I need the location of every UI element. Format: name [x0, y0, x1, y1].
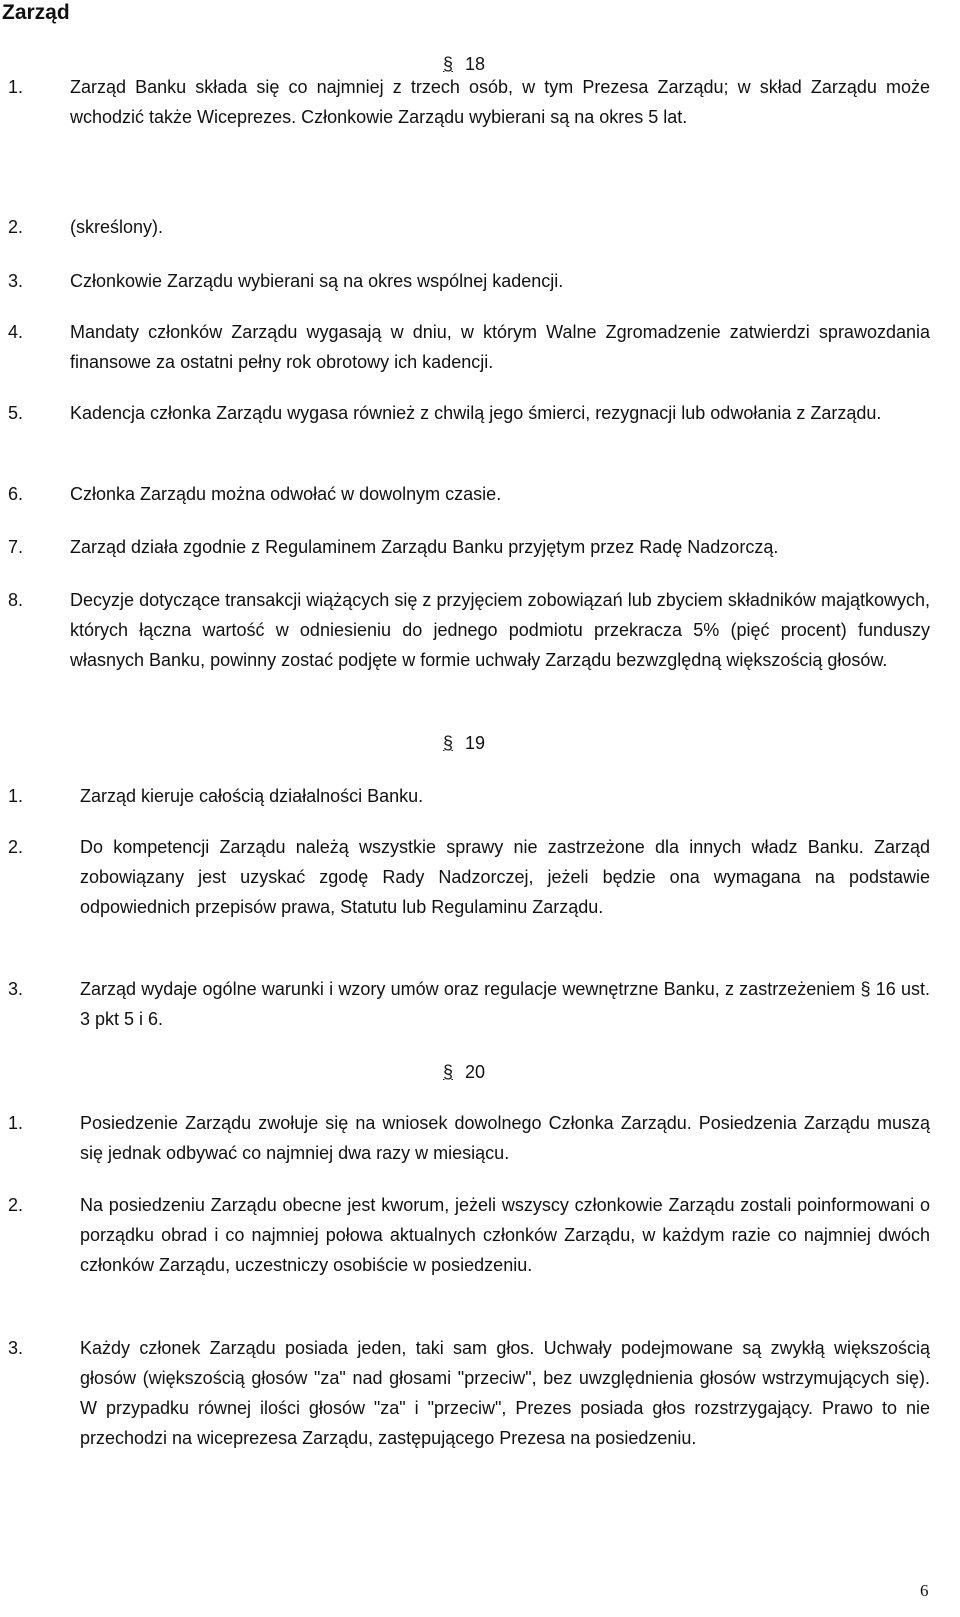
item-text: Mandaty członków Zarządu wygasają w dniu, w którym Walne Zgromadzenie zatwierdzi sprawozdania finansowe za ostatni pełny rok obrotowy ich kadencji.: [70, 322, 930, 372]
item-number: 6.: [8, 484, 24, 504]
section-sign-icon: §: [443, 733, 454, 753]
section-20-item-2: [8, 1190, 930, 1280]
section-19-item-2: [8, 832, 930, 922]
section-19-item-3: [8, 974, 930, 1034]
section-18-item-6: [8, 479, 930, 509]
item-text: Zarząd Banku składa się co najmniej z trzech osób, w tym Prezesa Zarządu; w skład Zarządu może wchodzić także Wiceprezes. Członkowie Zarządu wybierani są na okres 5 lat.: [70, 77, 930, 127]
item-text: Członkowie Zarządu wybierani są na okres wspólnej kadencji.: [70, 271, 564, 291]
item-number: 5.: [8, 403, 24, 423]
page-heading: Zarząd: [2, 1, 70, 24]
section-18-item-5: [8, 398, 930, 428]
item-number: 3.: [8, 1338, 24, 1358]
item-text: Decyzje dotyczące transakcji wiążących się z przyjęciem zobowiązań lub zbyciem składników majątkowych, których łączna wartość w odniesieniu do jednego podmiotu przekracza 5% (pięć procent) funduszy własnych Banku, powinny zostać podjęte w formie uchwały Zarządu bezwzględną większością głosów.: [70, 590, 930, 670]
section-18-item-1: [8, 72, 930, 132]
section-number: 18: [465, 54, 486, 74]
item-text: Członka Zarządu można odwołać w dowolnym czasie.: [70, 484, 502, 504]
section-20-item-1: [8, 1108, 930, 1168]
section-sign-icon: §: [443, 1062, 454, 1082]
item-text: Do kompetencji Zarządu należą wszystkie sprawy nie zastrzeżone dla innych władz Banku. Zarząd zobowiązany jest uzyskać zgodę Rady Nadzorczej, jeżeli będzie ona wymagana na podstawie odpowiednich przepisów prawa, Statutu lub Regulaminu Zarządu.: [80, 837, 930, 917]
item-text: Zarząd działa zgodnie z Regulaminem Zarządu Banku przyjętym przez Radę Nadzorczą.: [70, 537, 779, 557]
section-18-item-4: [8, 317, 930, 377]
section-20-item-3: [8, 1333, 930, 1453]
item-number: 2.: [8, 1195, 24, 1215]
section-19-mark: [443, 731, 485, 755]
item-number: 1.: [8, 786, 24, 806]
item-text: Zarząd kieruje całością działalności Banku.: [80, 786, 424, 806]
item-text: Zarząd wydaje ogólne warunki i wzory umów oraz regulacje wewnętrzne Banku, z zastrzeżeniem § 16 ust. 3 pkt 5 i 6.: [80, 979, 930, 1029]
item-number: 2.: [8, 837, 24, 857]
item-number: 4.: [8, 322, 24, 342]
item-number: 1.: [8, 1113, 24, 1133]
section-18-item-2: [8, 212, 930, 242]
section-18-item-3: [8, 266, 930, 296]
item-text: Kadencja członka Zarządu wygasa również z chwilą jego śmierci, rezygnacji lub odwołania z Zarządu.: [70, 403, 882, 423]
item-text: Każdy członek Zarządu posiada jeden, taki sam głos. Uchwały podejmowane są zwykłą większością głosów (większością głosów "za" nad głosami "przeciw", bez uwzględnienia głosów wstrzymujących się). W przypadku równej ilości głosów "za" i "przeciw", Prezes posiada głos rozstrzygający. Prawo to nie przechodzi na wiceprezesa Zarządu, zastępującego Prezesa na posiedzeniu.: [80, 1338, 930, 1448]
item-number: 8.: [8, 590, 24, 610]
section-number: 20: [465, 1062, 486, 1082]
section-sign-icon: §: [443, 54, 454, 74]
section-20-mark: [443, 1060, 485, 1084]
item-text: (skreślony).: [70, 217, 164, 237]
page-number: 6: [920, 1581, 929, 1600]
item-text: Na posiedzeniu Zarządu obecne jest kworum, jeżeli wszyscy członkowie Zarządu zostali poinformowani o porządku obrad i co najmniej połowa aktualnych członków Zarządu, w każdym razie co najmniej dwóch członków Zarządu, uczestniczy osobiście w posiedzeniu.: [80, 1195, 930, 1275]
section-18-item-8: [8, 585, 930, 675]
section-19-item-1: [8, 781, 930, 811]
item-number: 3.: [8, 979, 24, 999]
item-number: 2.: [8, 217, 24, 237]
item-number: 7.: [8, 537, 24, 557]
item-number: 1.: [8, 77, 24, 97]
section-18-item-7: [8, 532, 930, 562]
item-text: Posiedzenie Zarządu zwołuje się na wniosek dowolnego Członka Zarządu. Posiedzenia Zarządu muszą się jednak odbywać co najmniej dwa razy w miesiącu.: [80, 1113, 930, 1163]
section-number: 19: [465, 733, 486, 753]
item-number: 3.: [8, 271, 24, 291]
